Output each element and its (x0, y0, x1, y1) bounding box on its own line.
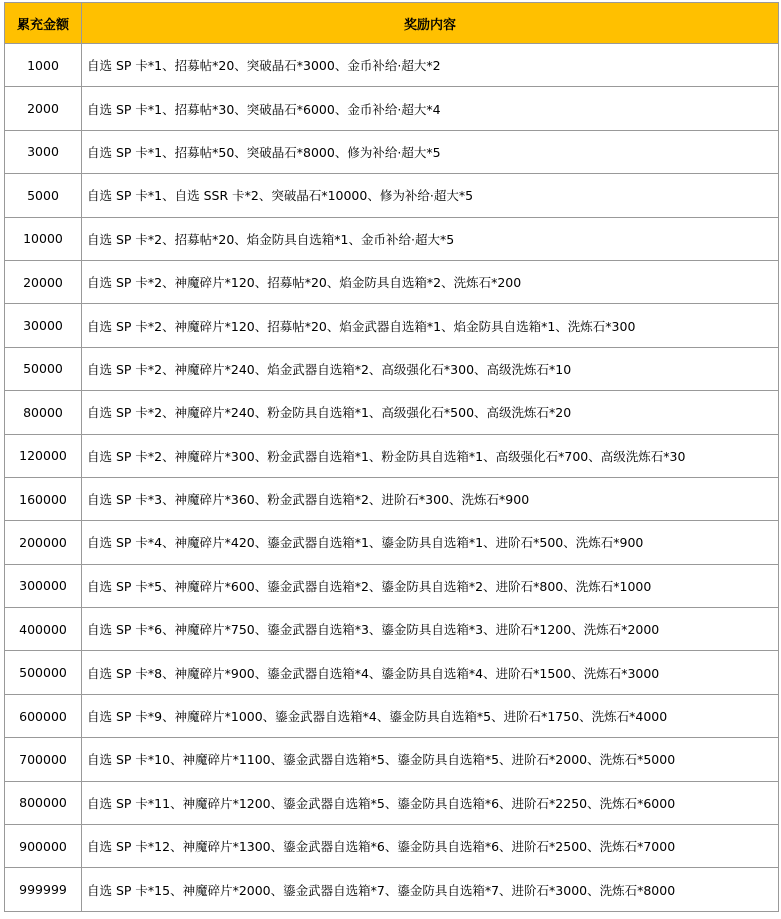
reward-cell: 自选 SP 卡*1、招募帖*50、突破晶石*8000、修为补给·超大*5 (82, 130, 779, 173)
amount-cell: 700000 (5, 738, 82, 781)
reward-cell: 自选 SP 卡*8、神魔碎片*900、鎏金武器自选箱*4、鎏金防具自选箱*4、进阶石*1500、洗炼石*3000 (82, 651, 779, 694)
amount-cell: 10000 (5, 217, 82, 260)
table-row (5, 781, 779, 824)
reward-cell: 自选 SP 卡*2、神魔碎片*240、焰金武器自选箱*2、高级强化石*300、高级洗炼石*10 (82, 347, 779, 390)
amount-cell: 160000 (5, 477, 82, 520)
reward-cell: 自选 SP 卡*9、神魔碎片*1000、鎏金武器自选箱*4、鎏金防具自选箱*5、进阶石*1750、洗炼石*4000 (82, 694, 779, 737)
reward-cell: 自选 SP 卡*2、招募帖*20、焰金防具自选箱*1、金币补给·超大*5 (82, 217, 779, 260)
table-row (5, 347, 779, 390)
table-row (5, 434, 779, 477)
header-reward: 奖励内容 (82, 3, 779, 44)
table-row (5, 477, 779, 520)
reward-cell: 自选 SP 卡*15、神魔碎片*2000、鎏金武器自选箱*7、鎏金防具自选箱*7、进阶石*3000、洗炼石*8000 (82, 868, 779, 911)
reward-cell: 自选 SP 卡*2、神魔碎片*300、粉金武器自选箱*1、粉金防具自选箱*1、高级强化石*700、高级洗炼石*30 (82, 434, 779, 477)
table-row (5, 738, 779, 781)
reward-cell: 自选 SP 卡*2、神魔碎片*120、招募帖*20、焰金防具自选箱*2、洗炼石*200 (82, 260, 779, 303)
reward-cell: 自选 SP 卡*2、神魔碎片*120、招募帖*20、焰金武器自选箱*1、焰金防具自选箱*1、洗炼石*300 (82, 304, 779, 347)
amount-cell: 500000 (5, 651, 82, 694)
table-row (5, 391, 779, 434)
amount-cell: 20000 (5, 260, 82, 303)
reward-cell: 自选 SP 卡*1、招募帖*30、突破晶石*6000、金币补给·超大*4 (82, 87, 779, 130)
reward-cell: 自选 SP 卡*1、招募帖*20、突破晶石*3000、金币补给·超大*2 (82, 44, 779, 87)
header-amount: 累充金额 (5, 3, 82, 44)
amount-cell: 3000 (5, 130, 82, 173)
amount-cell: 30000 (5, 304, 82, 347)
amount-cell: 800000 (5, 781, 82, 824)
table-row (5, 608, 779, 651)
table-row (5, 825, 779, 868)
table-row (5, 521, 779, 564)
table-row (5, 260, 779, 303)
amount-cell: 5000 (5, 174, 82, 217)
table-row (5, 651, 779, 694)
table-row (5, 44, 779, 87)
amount-cell: 400000 (5, 608, 82, 651)
header-row (5, 3, 779, 44)
amount-cell: 1000 (5, 44, 82, 87)
table-row (5, 130, 779, 173)
amount-cell: 600000 (5, 694, 82, 737)
amount-cell: 2000 (5, 87, 82, 130)
reward-cell: 自选 SP 卡*3、神魔碎片*360、粉金武器自选箱*2、进阶石*300、洗炼石*900 (82, 477, 779, 520)
reward-cell: 自选 SP 卡*11、神魔碎片*1200、鎏金武器自选箱*5、鎏金防具自选箱*6、进阶石*2250、洗炼石*6000 (82, 781, 779, 824)
reward-cell: 自选 SP 卡*1、自选 SSR 卡*2、突破晶石*10000、修为补给·超大*5 (82, 174, 779, 217)
amount-cell: 80000 (5, 391, 82, 434)
amount-cell: 999999 (5, 868, 82, 911)
table-row (5, 868, 779, 911)
table-row (5, 694, 779, 737)
reward-cell: 自选 SP 卡*4、神魔碎片*420、鎏金武器自选箱*1、鎏金防具自选箱*1、进阶石*500、洗炼石*900 (82, 521, 779, 564)
reward-cell: 自选 SP 卡*2、神魔碎片*240、粉金防具自选箱*1、高级强化石*500、高级洗炼石*20 (82, 391, 779, 434)
amount-cell: 50000 (5, 347, 82, 390)
reward-cell: 自选 SP 卡*5、神魔碎片*600、鎏金武器自选箱*2、鎏金防具自选箱*2、进阶石*800、洗炼石*1000 (82, 564, 779, 607)
table-row (5, 87, 779, 130)
amount-cell: 120000 (5, 434, 82, 477)
amount-cell: 900000 (5, 825, 82, 868)
amount-cell: 200000 (5, 521, 82, 564)
reward-table (4, 2, 779, 912)
reward-cell: 自选 SP 卡*6、神魔碎片*750、鎏金武器自选箱*3、鎏金防具自选箱*3、进阶石*1200、洗炼石*2000 (82, 608, 779, 651)
table-row (5, 304, 779, 347)
table-row (5, 564, 779, 607)
amount-cell: 300000 (5, 564, 82, 607)
table-row (5, 174, 779, 217)
reward-cell: 自选 SP 卡*12、神魔碎片*1300、鎏金武器自选箱*6、鎏金防具自选箱*6、进阶石*2500、洗炼石*7000 (82, 825, 779, 868)
table-row (5, 217, 779, 260)
reward-cell: 自选 SP 卡*10、神魔碎片*1100、鎏金武器自选箱*5、鎏金防具自选箱*5、进阶石*2000、洗炼石*5000 (82, 738, 779, 781)
